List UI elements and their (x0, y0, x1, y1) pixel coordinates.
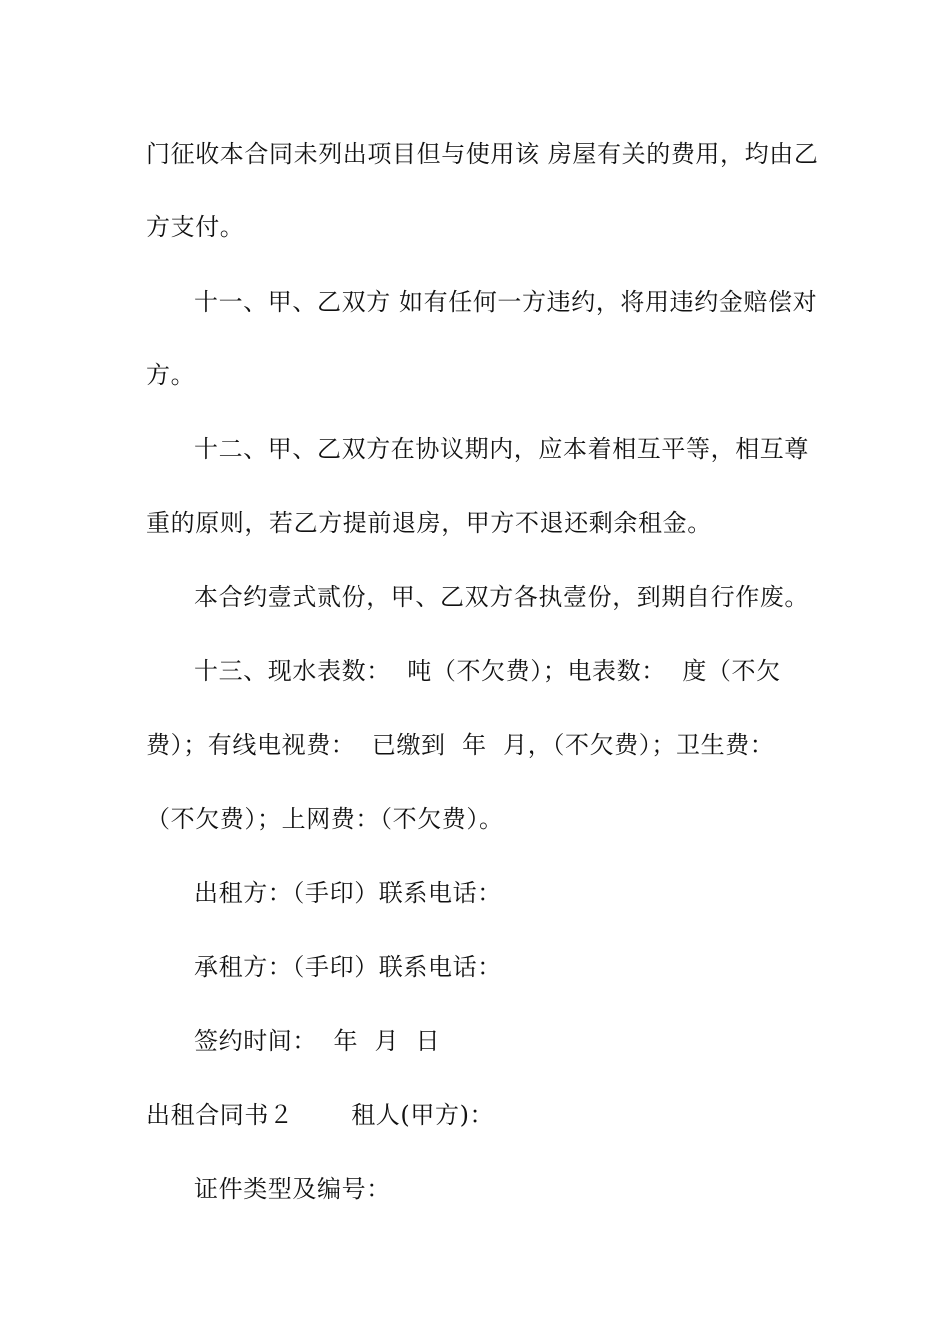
text-line-2: 方支付。 (146, 213, 245, 241)
clause-11-line-2: 方。 (146, 361, 196, 389)
clause-12-line-2: 重的原则，若乙方提前退房，甲方不退还剩余租金。 (146, 509, 712, 537)
contract-copies-line: 本合约壹式贰份，甲、乙双方各执壹份，到期自行作废。 (194, 583, 809, 611)
id-type-line: 证件类型及编号： (194, 1175, 391, 1203)
clause-11-line-1: 十一、甲、乙双方 如有任何一方违约，将用违约金赔偿对 (194, 288, 818, 316)
clause-12-line-1: 十二、甲、乙双方在协议期内，应本着相互平等，相互尊 (194, 435, 809, 463)
clause-13-line-3: （不欠费）；上网费：（不欠费）。 (146, 805, 504, 833)
text-line-1: 门征收本合同未列出项目但与使用该 房屋有关的费用，均由乙 (146, 140, 819, 168)
signing-date-line: 签约时间： 年 月 日 (194, 1027, 441, 1055)
clause-13-line-1: 十三、现水表数： 吨（不欠费）；电表数： 度（不欠 (194, 657, 781, 685)
clause-13-line-2: 费）；有线电视费： 已缴到 年 月，（不欠费）；卫生费： (146, 731, 775, 759)
lessee-signature-line: 承租方：（手印）联系电话： (194, 953, 502, 981)
contract-2-heading-line: 出租合同书２ 租人(甲方)： (146, 1101, 495, 1129)
lessor-signature-line: 出租方：（手印）联系电话： (194, 879, 502, 907)
